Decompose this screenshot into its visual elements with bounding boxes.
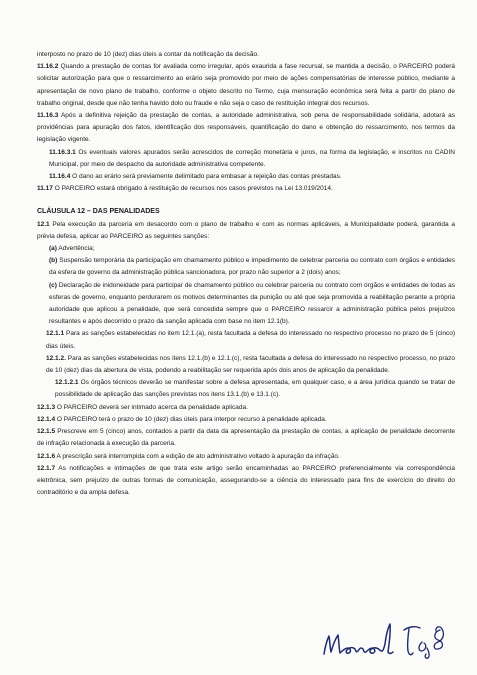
item-label: (a) xyxy=(49,245,57,253)
handwritten-signature xyxy=(318,618,458,662)
clause-number: 12.1.2. xyxy=(46,354,66,362)
clause-text: Prescreve em 5 (cinco) anos, contados a partir da data da apresentação da prestação de contas, a aplicação de penalidade decorrente de infração relacionada à execução da parceria. xyxy=(37,428,455,448)
sanction-item-c xyxy=(37,280,455,329)
clause-number: 12.1.4 xyxy=(37,415,56,423)
clause-11-16-2 xyxy=(37,61,455,110)
item-label: (b) xyxy=(49,257,58,265)
sanction-item-a xyxy=(37,243,455,255)
clause-number: 12.1.2.1 xyxy=(55,379,79,387)
clause-11-16-3 xyxy=(37,110,455,147)
item-text: Advertência; xyxy=(58,245,95,253)
clause-11-17 xyxy=(37,183,455,195)
clause-number: 12.1.1 xyxy=(46,330,65,338)
clause-12-title: CLÁUSULA 12 – DAS PENALIDADES xyxy=(37,208,160,216)
clause-12-1-3 xyxy=(37,402,455,414)
clause-12-1-4 xyxy=(37,414,455,426)
clause-number: 11.16.3.1 xyxy=(49,148,76,156)
clause-12-1-1 xyxy=(37,328,455,352)
intro-paragraph: interposto no prazo de 10 (dez) dias úteis a contar da notificação da decisão. xyxy=(37,51,259,58)
clause-text: As notificações e intimações de que trata este artigo serão encaminhadas ao PARCEIRO preferencialmente via correspondência eletrônica, sem prejuízo de outras formas de comunicação, assegurando-se a ciência do interessado para fins de exercício do direito do contraditório e da ampla defesa. xyxy=(37,464,455,497)
clause-number: 11.16.3 xyxy=(37,112,59,120)
clause-number: 12.1 xyxy=(37,220,50,228)
clause-11-16-4 xyxy=(37,171,455,183)
clause-text: O PARCEIRO estará obrigado à restituição de recursos nos casos previstos na Lei 13.019/2014. xyxy=(54,185,333,193)
clause-number: 12.1.3 xyxy=(37,403,56,411)
clause-number: 12.1.6 xyxy=(37,452,56,460)
clause-number: 11.16.4 xyxy=(49,173,71,181)
clause-text: O PARCEIRO deverá ser intimado acerca da penalidade aplicada. xyxy=(56,403,248,411)
clause-text: Para as sanções estabelecidas no item 12.1.(a), resta facultada a defesa do interessado no respectivo processo no prazo de 5 (cinco) dias úteis. xyxy=(46,330,455,350)
clause-11-16-3-1 xyxy=(37,147,455,171)
clause-12-1-5 xyxy=(37,426,455,450)
clause-number: 12.1.5 xyxy=(37,428,56,436)
clause-12-1-2 xyxy=(37,353,455,377)
clause-text: Os órgãos técnicos deverão se manifestar sobre a defesa apresentada, em qualquer caso, e a área jurídica quando se tratar de possibilidade de aplicação das sanções previstas nos itens 13.1.(b) e 13.1.(c). xyxy=(55,379,455,399)
section-gap xyxy=(37,195,455,206)
clause-text: A prescrição será interrompida com a edição de ato administrativo voltado à apuração da infração. xyxy=(56,452,340,460)
clause-text: O dano ao erário será previamente delimitado para embasar a rejeição das contas prestadas. xyxy=(72,173,342,181)
item-text: Suspensão temporária da participação em chamamento público e impedimento de celebrar parceria ou contrato com órgãos e entidades da esfera de governo da administração pública sancionadora, por prazo não superior a 2 (dois) anos; xyxy=(49,257,455,277)
clause-number: 11.16.2 xyxy=(37,63,59,71)
clause-text: Após a definitiva rejeição da prestação de contas, a autoridade administrativa, sob pena de responsabilidade solidária, adotará as providências para apuração dos fatos, identificação dos responsáveis, quantificação do dano e obtenção do ressarcimento, nos termos da legislação vigente. xyxy=(37,112,455,144)
clause-text: O PARCEIRO terá o prazo de 10 (dez) dias úteis para interpor recurso à penalidade aplicada. xyxy=(56,415,327,423)
clause-12-1 xyxy=(37,219,455,243)
item-text: Declaração de inidoneidade para participar de chamamento público ou celebrar parceria ou contrato com órgãos e entidades de todas as esferas de governo, enquanto perdurarem os motivos determinantes da punição ou até que seja promovida a reabilitação perante a própria autoridade que aplicou a penalidade, que será concedida sempre que o PARCEIRO ressarcir a administração pública pelos prejuízos resultantes e após decorrido o prazo da sanção aplicada com base no item 12.1(b). xyxy=(49,281,455,326)
clause-12-1-6 xyxy=(37,451,455,463)
clause-12-1-7 xyxy=(37,463,455,500)
clause-text: Para as sanções estabelecidas nos itens 12.1.(b) e 12.1.(c), resta facultada a defesa do interessado no respectivo processo, no prazo de 10 (dez) dias da abertura de vista, podendo a reabilitação ser requerida após dois anos de aplicação da penalidade. xyxy=(46,354,455,375)
clause-text: Quando a prestação de contas for avaliada como irregular, após exaurida a fase recursal, se mantida a decisão, o PARCEIRO poderá solicitar autorização para que o ressarcimento ao erário seja promovido por meio de ações compensatórias de interesse público, mediante a apresentação de novo plano de trabalho, conforme o objeto descrito no Termo, cuja mensuração econômica será feita a partir do plano de trabalho original, desde que não tenha havido dolo ou fraude e não seja o caso de restituição integral dos recursos. xyxy=(37,63,456,107)
clause-12-1-2-1 xyxy=(37,377,455,401)
clause-text: Pela execução da parceria em desacordo com o plano de trabalho e com as normas aplicáveis, a Municipalidade poderá, garantida a prévia defesa, aplicar ao PARCEIRO as seguintes sanções: xyxy=(37,220,455,240)
sanction-item-b xyxy=(37,255,455,279)
clause-number: 12.1.7 xyxy=(37,464,56,472)
document-body xyxy=(37,49,455,499)
item-label: (c) xyxy=(49,281,57,289)
clause-text: Os eventuais valores apurados serão acrescidos de correção monetária e juros, na forma da legislação, e inscritos no CADIN Municipal, por meio de despacho da autoridade administrativa competente. xyxy=(49,148,455,168)
clause-number: 11.17 xyxy=(37,185,53,193)
